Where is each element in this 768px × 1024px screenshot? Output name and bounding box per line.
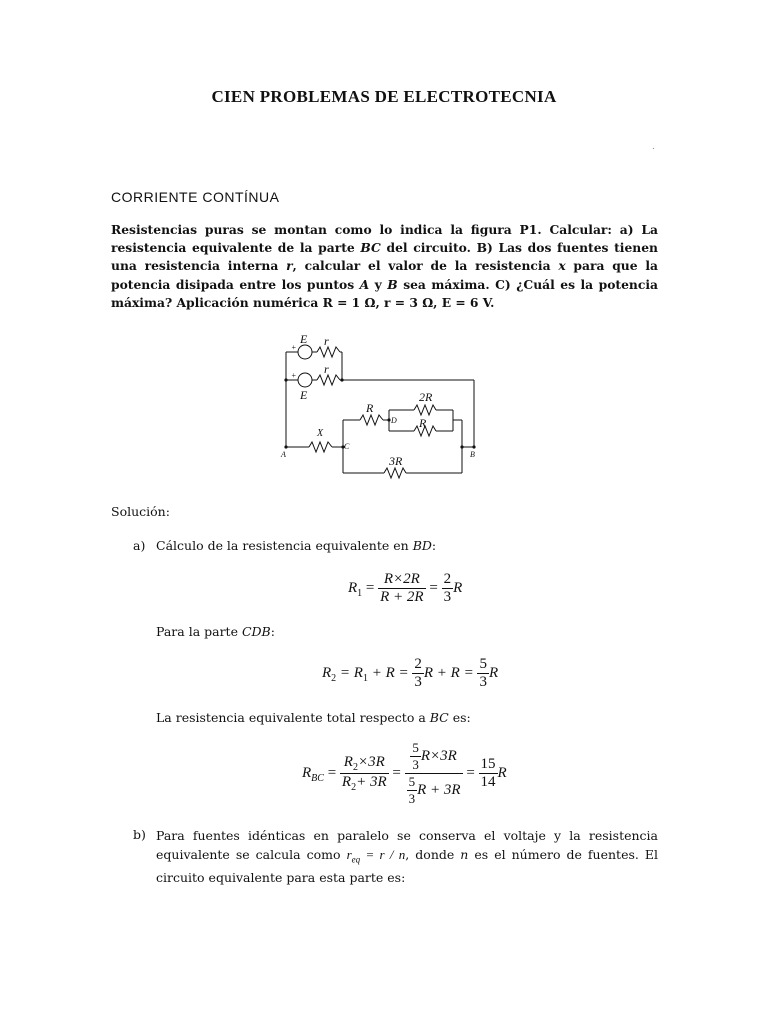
page-title: CIEN PROBLEMAS DE ELECTROTECNIA [211,87,557,106]
resistor-2r [414,405,436,415]
source-e-bottom [298,373,312,387]
label-x: X [317,428,324,439]
label-d: D [391,416,397,425]
label-e-bottom: E [300,388,308,402]
resistor-3r [384,468,406,478]
resistor-x [309,442,332,452]
item-a-text: Cálculo de la resistencia equivalente en BD: [156,538,437,553]
equation-r1: $R_1$ = $\frac{R\times 2R}{R + 2R}$ = $\frac{2}{3}$ R [348,571,463,605]
resistor-r-bottom [317,375,340,385]
equation-r2: $R_2 = R_1 + R$ = $\frac{2}{3}$ R + R = $\frac{5}{3}$ R [322,656,499,690]
label-plus-1: + [291,343,297,352]
label-c: C [344,442,350,451]
label-3r: 3R [389,454,403,468]
node-a [284,445,287,448]
label-r-bottom: r [324,362,329,376]
label-b: B [470,450,475,459]
total-text: La resistencia equivalente total respecto a BC es: [156,710,471,725]
label-r-db: R [419,416,427,430]
circuit-figure [276,330,492,482]
numeric-application: R = 1 Ω, r = 3 Ω, E = 6 V. [322,294,495,310]
node-b [472,445,475,448]
resistor-r-cd [360,415,383,425]
section-heading: CORRIENTE CONTÍNUA [111,189,280,205]
label-a: A [281,450,286,459]
label-2r: 2R [419,390,433,404]
header-dot: . [652,142,655,152]
label-e-top: E [300,332,308,346]
label-r-cd: R [366,401,374,415]
item-b-text: Para fuentes idénticas en paralelo se conserva el voltaje y la resistencia equivalente se calcula como $r_{eq} = r / n$, donde n es el número de fuentes. El circuito equivalente para esta parte es: [156,828,658,885]
item-a-marker: a) [133,538,146,553]
label-r-top: r [324,334,329,348]
label-plus-2: + [291,371,297,380]
problem-statement: Resistencias puras se montan como lo indica la figura P1. Calcular: a) La resistencia equivalente de la parte BC del circuito. B) Las dos fuentes tienen una resistencia interna r, calcular el valor de la resistencia x para que la potencia disipada entre los puntos A y B sea máxima. C) ¿Cuál es la potencia máxima? Aplicación numérica R = 1 Ω, r = 3 Ω, E = 6 V. [111,222,658,310]
cdb-text: Para la parte CDB: [156,624,275,639]
equation-rbc: $R_{BC}$ = $\frac{R_2\times 3R}{R_2+ 3R}$ = $\frac{5}{3}$ R×3R $\frac{5}{3}$ R + 3R = $\frac{15}{14}$ R [302,740,507,806]
solution-heading: Solución: [111,504,170,519]
resistor-r-top [317,347,340,357]
item-b-marker: b) [133,827,146,842]
source-e-top [298,345,312,359]
